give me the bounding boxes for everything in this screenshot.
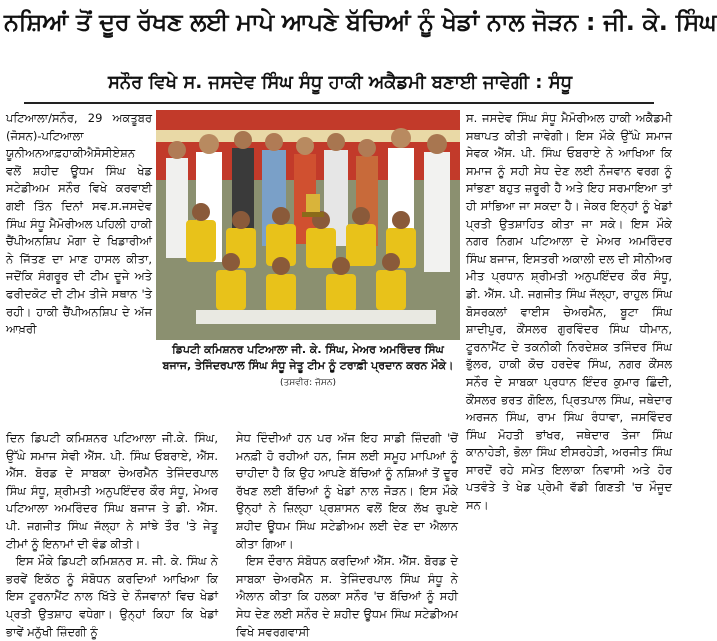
divider-rule xyxy=(24,102,654,104)
bottom-middle-column xyxy=(236,430,458,639)
photo-credit: (ਤਸਵੀਰ: ਜੋਸਨ) xyxy=(279,378,337,388)
photo-caption-text: ਡਿਪਟੀ ਕਮਿਸ਼ਨਰ ਪਟਿਆਲਾ ਜੀ. ਕੇ. ਸਿੰਘ, ਮੇਅਰ ਅਮਰਿੰਦਰ ਸਿੰਘ ਬਜਾਜ, ਤੇਜਿੰਦਰਪਾਲ ਸਿੰਘ ਸੰਧੂ ਜੇਤੂ ਟੀਮ ਨੂੰ ਟਰਾਫ਼ੀ ਪ੍ਰਦਾਨ ਕਰਨ ਮੌਕੇ। xyxy=(162,343,454,372)
right-column xyxy=(466,110,672,620)
left-column xyxy=(6,110,152,430)
news-photo xyxy=(156,110,460,340)
paragraph: ਇਸ ਦੌਰਾਨ ਸੰਬੋਧਨ ਕਰਦਿਆਂ ਐੱਸ. ਐੱਸ. ਬੋਰਡ ਦੇ ਸਾਬਕਾ ਚੇਅਰਮੈਨ ਸ. ਤੇਜਿੰਦਰਪਾਲ ਸਿੰਘ ਸੰਧੂ ਨੇ ਐਲਾਨ ਕੀਤਾ ਕਿ ਹਲਕਾ ਸਨੌਰ 'ਚ ਬੱਚਿਆਂ ਨੂੰ ਸਹੀ ਸੇਧ ਦੇਣ ਲਈ ਸਨੌਰ ਦੇ ਸ਼ਹੀਦ ਊਧਮ ਸਿੰਘ ਸਟੇਡੀਅਮ ਵਿਖੇ ਸਵਰਗਵਾਸੀ xyxy=(236,554,458,639)
photo-caption xyxy=(156,342,460,426)
subheadline: ਸਨੌਰ ਵਿਖੇ ਸ. ਜਸਦੇਵ ਸਿੰਘ ਸੰਧੂ ਹਾਕੀ ਅਕੈਡਮੀ ਬਣਾਈ ਜਾਵੇਗੀ : ਸੰਧੂ xyxy=(107,72,573,93)
bottom-left-column xyxy=(6,430,218,639)
left-column-text: ਪਟਿਆਲਾ ਯੂਨੀਅਨਆਫ਼ਹਾਕੀਐਸੋਸੀਏਸ਼ਨ ਵਲੋਂ ਸ਼ਹੀਦ ਊਧਮ ਸਿੰਘ ਖੇਡ ਸਟੇਡੀਅਮ ਸਨੌਰ ਵਿਖੇ ਕਰਵਾਈ ਗਈ ਤਿੰਨ ਦਿਨਾਂ ਸਵ.ਸ.ਜਸਦੇਵ ਸਿੰਘ ਸੰਧੂ ਮੈਮੋਰੀਅਲ ਪਹਿਲੀ ਹਾਕੀ ਚੈਂਪੀਅਨਸ਼ਿਪ ਮੋਗਾ ਦੇ ਖਿਡਾਰੀਆਂ ਨੇ ਜਿੱਤਣ ਦਾ ਮਾਣ ਹਾਸਲ ਕੀਤਾ, ਜਦੋਂਕਿ ਸੰਗਰੂਰ ਦੀ ਟੀਮ ਦੂਜੇ ਅਤੇ ਫਰੀਦਕੋਟ ਦੀ ਟੀਮ ਤੀਜੇ ਸਥਾਨ 'ਤੇ ਰਹੀ। ਹਾਕੀ ਚੈਂਪੀਅਨਸ਼ਿਪ ਦੇ ਅੱਜ ਆਖ਼ਰੀ xyxy=(6,128,152,337)
team-photo-illustration xyxy=(156,110,460,340)
paragraph: ਦਿਨ ਡਿਪਟੀ ਕਮਿਸ਼ਨਰ ਪਟਿਆਲਾ ਜੀ.ਕੇ. ਸਿੰਘ, ਉੱਘੇ ਸਮਾਜ ਸੇਵੀ ਐੱਸ. ਪੀ. ਸਿੰਘ ਓਬਰਾਏ, ਐੱਸ. ਐੱਸ. ਬੋਰਡ ਦੇ ਸਾਬਕਾ ਚੇਅਰਮੈਨ ਤੇਜਿੰਦਰਪਾਲ ਸਿੰਘ ਸੰਧੂ, ਸ਼੍ਰੀਮਤੀ ਅਨੁਪਇੰਦਰ ਕੌਰ ਸੰਧੂ, ਮੇਅਰ ਪਟਿਆਲਾ ਅਮਰਿੰਦਰ ਸਿੰਘ ਬਜਾਜ ਤੇ ਡੀ. ਐੱਸ. ਪੀ. ਜਗਜੀਤ ਸਿੰਘ ਜੱਲ੍ਹਾ ਨੇ ਸਾਂਝੇ ਤੌਰ 'ਤੇ ਜੇਤੂ ਟੀਮਾਂ ਨੂੰ ਇਨਾਮਾਂ ਦੀ ਵੰਡ ਕੀਤੀ। xyxy=(6,431,218,551)
dateline: ਪਟਿਆਲਾ/ਸਨੌਰ, 29 ਅਕਤੂਬਰ (ਜੋਸਨ)- xyxy=(6,111,152,143)
paragraph: ਇਸ ਮੌਕੇ ਡਿਪਟੀ ਕਮਿਸ਼ਨਰ ਸ. ਜੀ. ਕੇ. ਸਿੰਘ ਨੇ ਭਰਵੇਂ ਇਕੱਠ ਨੂੰ ਸੰਬੋਧਨ ਕਰਦਿਆਂ ਆਖਿਆ ਕਿ ਇਸ ਟੂਰਨਾਮੈਂਟ ਨਾਲ ਖਿੱਤੇ ਦੇ ਨੌਜਵਾਨਾਂ ਵਿਚ ਖੇਡਾਂ ਪ੍ਰਤੀ ਉਤਸ਼ਾਹ ਵਧੇਗਾ। ਉਨ੍ਹਾਂ ਕਿਹਾ ਕਿ ਖੇਡਾਂ ਭਾਵੇਂ ਮਨੁੱਖੀ ਜ਼ਿੰਦਗੀ ਨੂੰ xyxy=(6,554,218,639)
paragraph: ਸ. ਜਸਦੇਵ ਸਿੰਘ ਸੰਧੂ ਮੈਮੋਰੀਅਲ ਹਾਕੀ ਅਕੈਡਮੀ ਸਥਾਪਤ ਕੀਤੀ ਜਾਵੇਗੀ। ਇਸ ਮੌਕੇ ਉੱਘੇ ਸਮਾਜ ਸੇਵਕ ਐੱਸ. ਪੀ. ਸਿੰਘ ਓਬਰਾਏ ਨੇ ਆਖਿਆ ਕਿ ਸਮਾਜ ਨੂੰ ਸਹੀ ਸੇਧ ਦੇਣ ਲਈ ਨੌਜਵਾਨ ਵਰਗ ਨੂੰ ਸਾਂਭਣਾ ਬਹੁਤ ਜ਼ਰੂਰੀ ਹੈ ਅਤੇ ਇਹ ਸਰਮਾਇਆ ਤਾਂ ਹੀ ਸਾਂਭਿਆ ਜਾ ਸਕਦਾ ਹੈ। ਜੇਕਰ ਇਨ੍ਹਾਂ ਨੂੰ ਖੇਡਾਂ ਪ੍ਰਤੀ ਉਤਸ਼ਾਹਿਤ ਕੀਤਾ ਜਾ ਸਕੇ। ਇਸ ਮੌਕੇ ਨਗਰ ਨਿਗਮ ਪਟਿਆਲਾ ਦੇ ਮੇਅਰ ਅਮਰਿੰਦਰ ਸਿੰਘ ਬਜਾਜ, ਇਸਤਰੀ ਅਕਾਲੀ ਦਲ ਦੀ ਸੀਨੀਅਰ ਮੀਤ ਪ੍ਰਧਾਨ ਸ਼੍ਰੀਮਤੀ ਅਨੁਪਇੰਦਰ ਕੌਰ ਸੰਧੂ, ਡੀ. ਐੱਸ. ਪੀ. ਜਗਜੀਤ ਸਿੰਘ ਜੱਲ੍ਹਾ, ਰਾਹੁਲ ਸਿੰਘ ਬੋਸਰਕਲਾਂ ਵਾਈਸ ਚੇਅਰਮੈਨ, ਬੂਟਾ ਸਿੰਘ ਸ਼ਾਦੀਪੁਰ, ਕੌਂਸਲਰ ਗੁਰਵਿੰਦਰ ਸਿੰਘ ਧੀਮਾਨ, ਟੂਰਨਾਮੈਂਟ ਦੇ ਤਕਨੀਕੀ ਨਿਰਦੇਸ਼ਕ ਤਜਿੰਦਰ ਸਿੰਘ ਭੁੱਲਰ, ਹਾਕੀ ਕੋਚ ਹਰਦੇਵ ਸਿੰਘ, ਨਗਰ ਕੌਂਸਲ ਸਨੌਰ ਦੇ ਸਾਬਕਾ ਪ੍ਰਧਾਨ ਇੰਦਰ ਕੁਮਾਰ ਛਿੰਦੀ, ਕੌਂਸਲਰ ਭਰਤ ਗੋਇਲ, ਪ੍ਰਿਤਪਾਲ ਸਿੰਘ, ਜਥੇਦਾਰ ਅਰਜਨ ਸਿੰਘ, ਰਾਮ ਸਿੰਘ ਰੰਧਾਵਾ, ਜਸਵਿੰਦਰ ਸਿੰਘ ਮੋਹਤੀ ਭਾਂਖਰ, ਜਥੇਦਾਰ ਤੇਜਾ ਸਿੰਘ ਕਾਨਾਹੇੜੀ, ਭੋਲਾ ਸਿੰਘ ਈਸਰਹੇੜੀ, ਅਰਜੀਤ ਸਿੰਘ ਸਾਰਦੋਂ ਰਹੇ ਸਮੇਤ ਇਲਾਕਾ ਨਿਵਾਸੀ ਅਤੇ ਹੋਰ ਪਤਵੰਤੇ ਤੇ ਖੇਡ ਪ੍ਰੇਮੀ ਵੱਡੀ ਗਿਣਤੀ 'ਚ ਮੌਜੂਦ ਸਨ। xyxy=(466,111,672,513)
headline: ਨਸ਼ਿਆਂ ਤੋਂ ਦੂਰ ਰੱਖਣ ਲਈ ਮਾਪੇ ਆਪਣੇ ਬੱਚਿਆਂ ਨੂੰ ਖੇਡਾਂ ਨਾਲ ਜੋੜਨ : ਜੀ. ਕੇ. ਸਿੰਘ xyxy=(4,8,717,36)
paragraph: ਸੇਧ ਦਿੰਦੀਆਂ ਹਨ ਪਰ ਅੱਜ ਇਹ ਸਾਡੀ ਜ਼ਿੰਦਗੀ 'ਚੋਂ ਮਨਫ਼ੀ ਹੋ ਰਹੀਆਂ ਹਨ, ਜਿਸ ਲਈ ਸਮੂਹ ਮਾਪਿਆਂ ਨੂੰ ਚਾਹੀਦਾ ਹੈ ਕਿ ਉਹ ਆਪਣੇ ਬੱਚਿਆਂ ਨੂੰ ਨਸ਼ਿਆਂ ਤੋਂ ਦੂਰ ਰੱਖਣ ਲਈ ਬੱਚਿਆਂ ਨੂੰ ਖੇਡਾਂ ਨਾਲ ਜੋੜਨ। ਇਸ ਮੌਕੇ ਉਨ੍ਹਾਂ ਨੇ ਜ਼ਿਲ੍ਹਾ ਪ੍ਰਸ਼ਾਸਨ ਵਲੋਂ ਇਕ ਲੱਖ ਰੁਪਏ ਸ਼ਹੀਦ ਊਧਮ ਸਿੰਘ ਸਟੇਡੀਅਮ ਲਈ ਦੇਣ ਦਾ ਐਲਾਨ ਕੀਤਾ ਗਿਆ। xyxy=(236,431,458,551)
